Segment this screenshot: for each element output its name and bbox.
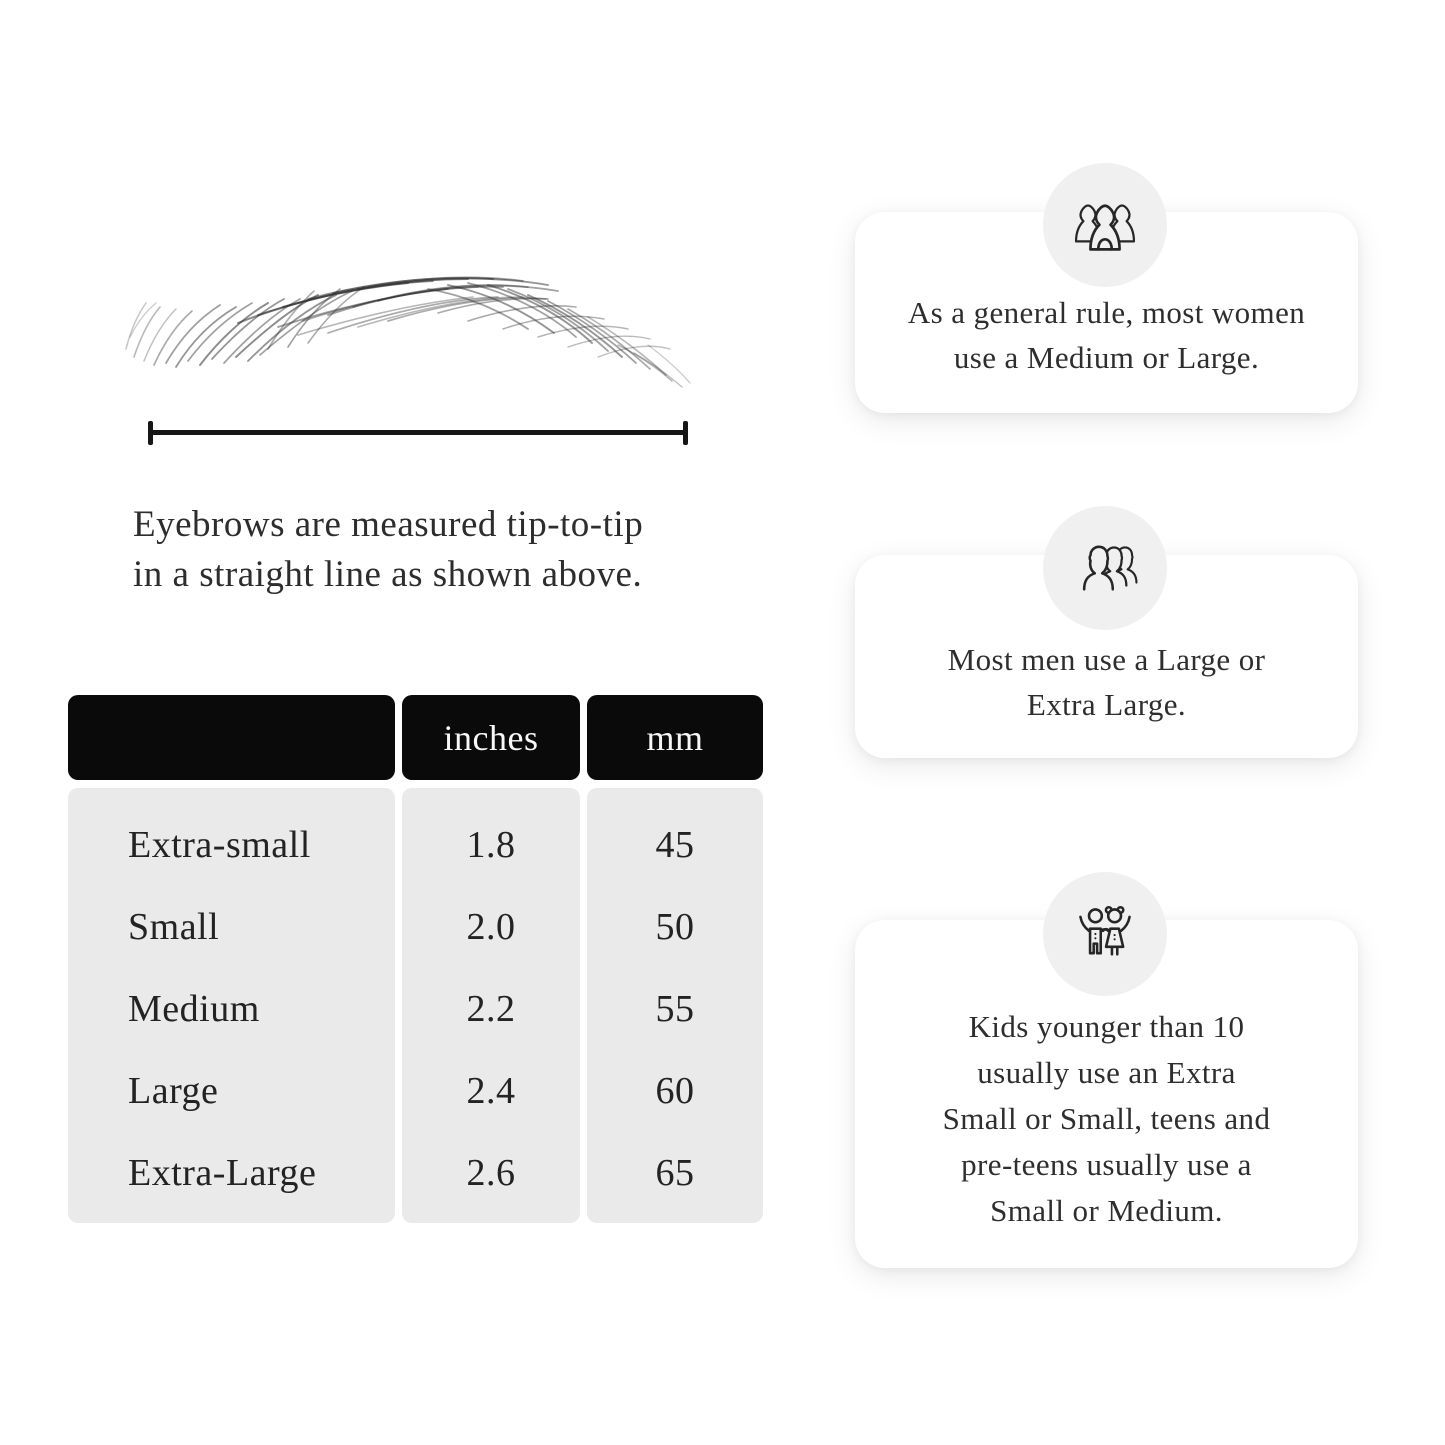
measurement-line <box>148 421 688 445</box>
card-men-text <box>855 637 1358 727</box>
mm-medium: 55 <box>655 988 695 1030</box>
card-women-line-1: As a general rule, most women <box>907 295 1306 330</box>
inches-extra-large: 2.6 <box>466 1152 516 1194</box>
table-header-inches: inches <box>402 695 580 780</box>
table-body-inches <box>402 788 580 1223</box>
measurement-line-right-cap <box>683 421 688 445</box>
table-header-mm: mm <box>587 695 763 780</box>
card-men-line-2: Extra Large. <box>1026 687 1187 722</box>
card-women-line-2: use a Medium or Large. <box>953 340 1260 375</box>
mm-extra-large: 65 <box>655 1152 695 1194</box>
table-header-size <box>68 695 395 780</box>
men-group-icon <box>1066 536 1144 600</box>
card-kids-line-4: pre-teens usually use a <box>961 1147 1252 1182</box>
size-table-column-sizes <box>68 695 395 1223</box>
table-body-sizes <box>68 788 395 1223</box>
size-label-medium: Medium <box>128 988 260 1030</box>
measurement-line-bar <box>148 430 688 435</box>
caption-line-2: in a straight line as shown above. <box>133 554 643 595</box>
kids-icon <box>1066 902 1144 966</box>
measurement-caption <box>133 500 753 600</box>
size-label-large: Large <box>128 1070 219 1112</box>
size-table <box>68 695 765 1223</box>
caption-line-1: Eyebrows are measured tip-to-tip <box>133 504 644 545</box>
eyebrow-sketch-svg <box>118 236 698 400</box>
inches-large: 2.4 <box>466 1070 516 1112</box>
size-label-extra-large: Extra-Large <box>128 1152 317 1194</box>
eyebrow-illustration <box>118 236 698 400</box>
mm-large: 60 <box>655 1070 695 1112</box>
card-kids-line-5: Small or Medium. <box>990 1193 1223 1228</box>
size-table-column-inches <box>402 695 580 1223</box>
card-kids-line-2: usually use an Extra <box>977 1055 1236 1090</box>
women-group-icon <box>1066 193 1144 257</box>
mm-extra-small: 45 <box>655 824 695 866</box>
inches-medium: 2.2 <box>466 988 516 1030</box>
table-body-mm <box>587 788 763 1223</box>
size-label-small: Small <box>128 906 220 948</box>
inches-small: 2.0 <box>466 906 516 948</box>
size-table-column-mm <box>587 695 763 1223</box>
inches-extra-small: 1.8 <box>466 824 516 866</box>
size-label-extra-small: Extra-small <box>128 824 311 866</box>
card-women-text <box>855 290 1358 380</box>
card-men-line-1: Most men use a Large or <box>947 642 1266 677</box>
mm-small: 50 <box>655 906 695 948</box>
card-kids-line-3: Small or Small, teens and <box>942 1101 1271 1136</box>
card-kids-line-1: Kids younger than 10 <box>968 1009 1245 1044</box>
men-badge-circle <box>1043 506 1167 630</box>
women-badge-circle <box>1043 163 1167 287</box>
card-kids-text <box>855 1004 1358 1234</box>
kids-badge-circle <box>1043 872 1167 996</box>
